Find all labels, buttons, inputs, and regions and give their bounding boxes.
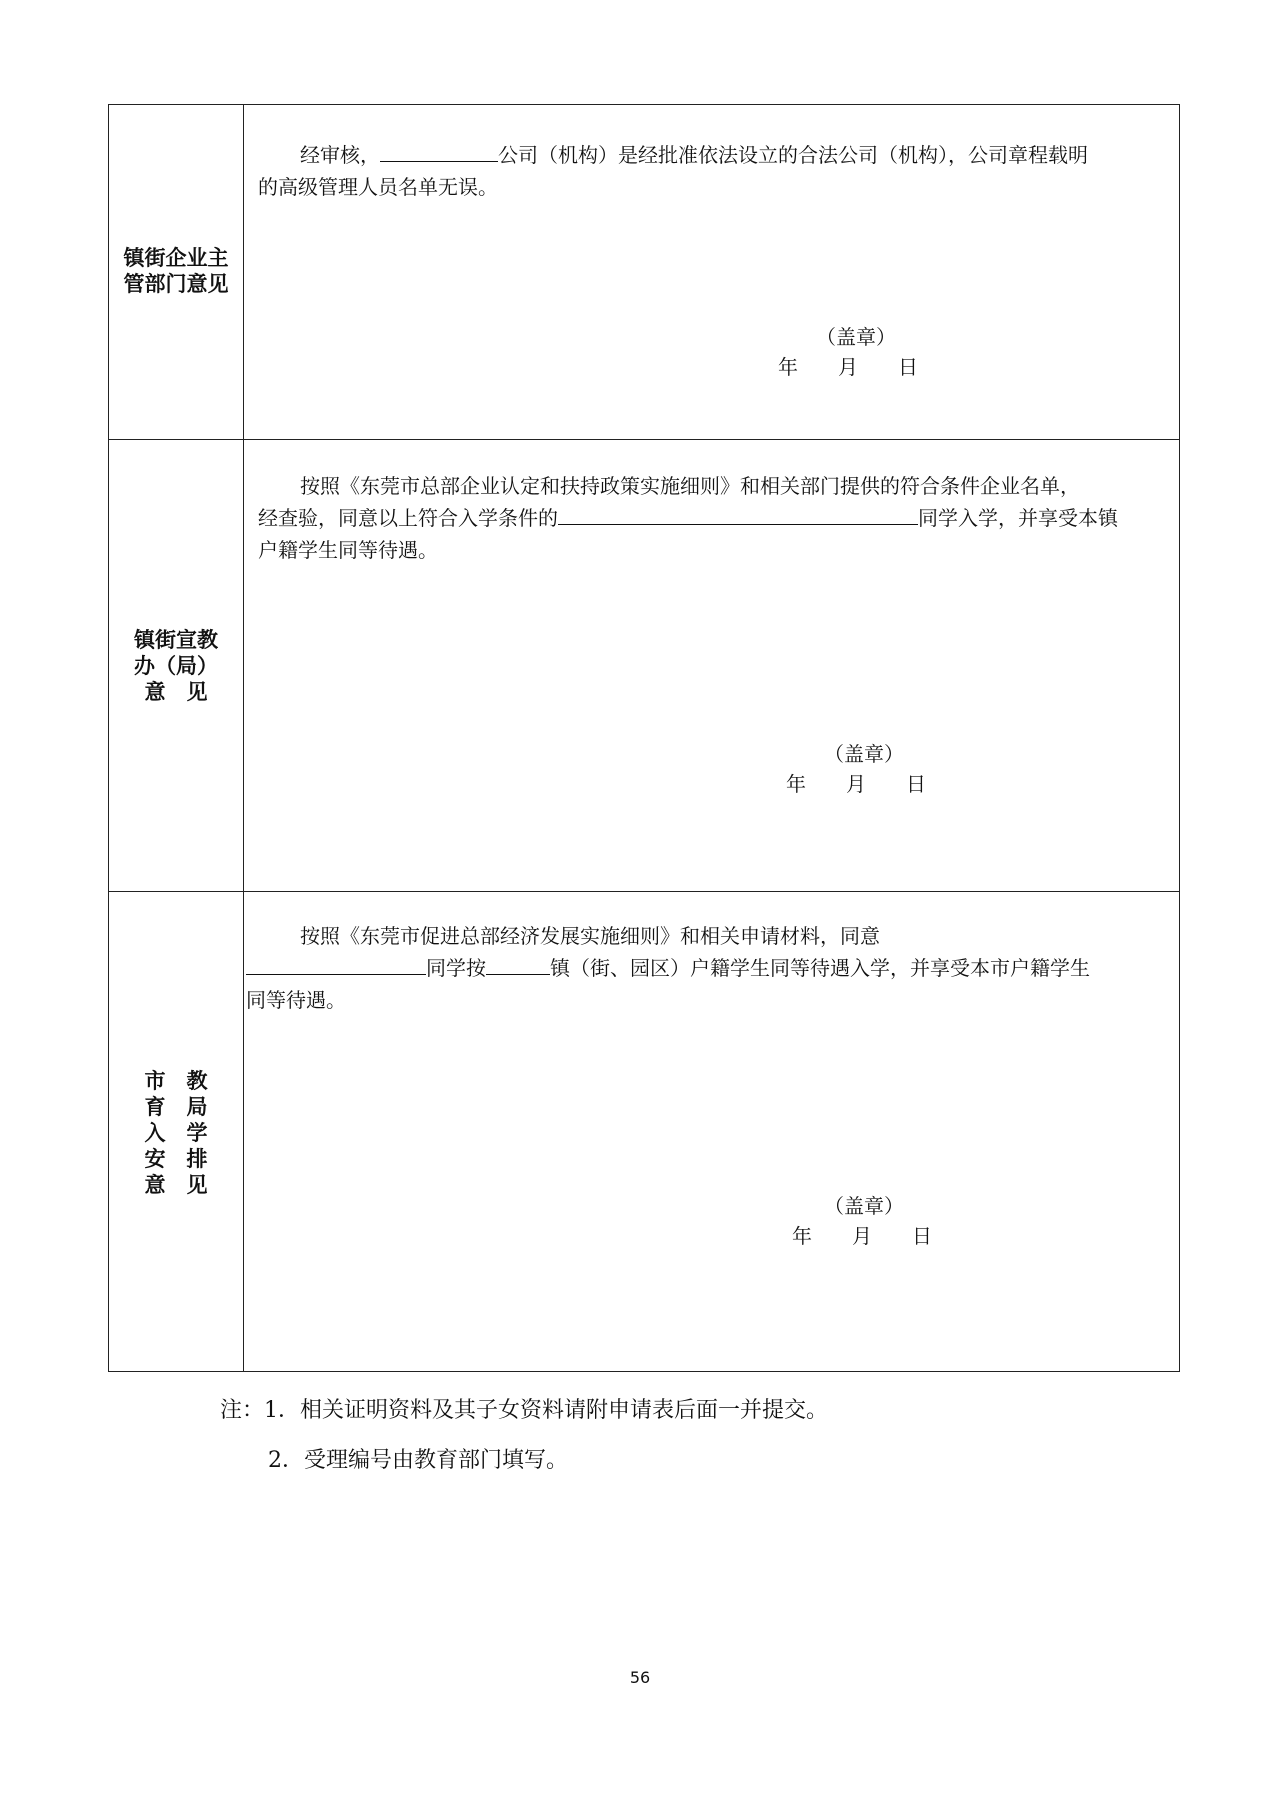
date-line <box>792 1220 932 1252</box>
date-year: 年 <box>786 772 806 796</box>
opinion-text: 经查验，同意以上符合入学条件的 <box>258 506 558 530</box>
note-line-1: 注：1．相关证明资料及其子女资料请附申请表后面一并提交。 <box>220 1398 828 1423</box>
date-month: 月 <box>846 772 866 796</box>
seal-label: （盖章） <box>824 742 904 766</box>
section-label-line: 镇街企业主 <box>123 246 229 270</box>
seal-label: （盖章） <box>824 1194 904 1218</box>
section-content <box>244 440 1179 892</box>
section-label-line: 意 见 <box>144 1173 208 1197</box>
section-education-office <box>109 439 1179 892</box>
seal-label: （盖章） <box>816 325 896 349</box>
opinion-line: 户籍学生同等待遇。 <box>258 538 438 562</box>
date-month: 月 <box>852 1224 872 1248</box>
section-content <box>244 892 1179 1372</box>
opinion-text: 同学入学，并享受本镇 <box>918 506 1118 530</box>
section-label-line: 办（局） <box>134 654 218 678</box>
opinion-text: 公司（机构）是经批准依法设立的合法公司（机构），公司章程载明 <box>498 143 1088 167</box>
section-label-line: 镇街宣教 <box>134 628 218 652</box>
student-name-blank[interactable] <box>558 504 918 525</box>
opinion-line: 按照《东莞市促进总部经济发展实施细则》和相关申请材料，同意 <box>300 924 880 948</box>
company-name-blank[interactable] <box>380 141 498 162</box>
approval-form-table <box>108 104 1180 1372</box>
opinion-line: 按照《东莞市总部企业认定和扶持政策实施细则》和相关部门提供的符合条件企业名单， <box>300 474 1080 498</box>
section-content <box>244 105 1179 439</box>
section-label-cell <box>109 892 244 1372</box>
section-enterprise-authority <box>109 105 1179 439</box>
section-label <box>109 1068 243 1198</box>
date-line <box>786 768 926 800</box>
section-label-line: 育 局 <box>144 1095 208 1119</box>
opinion-line <box>258 502 1118 534</box>
section-label-line: 市 教 <box>144 1069 208 1093</box>
opinion-text: 同学按 <box>426 956 486 980</box>
section-label-cell <box>109 105 244 439</box>
date-month: 月 <box>838 355 858 379</box>
section-label <box>109 245 243 297</box>
note-line-2: 2．受理编号由教育部门填写。 <box>268 1448 568 1473</box>
section-city-education-bureau <box>109 891 1179 1372</box>
opinion-text: 经审核， <box>300 143 380 167</box>
section-label-line: 管部门意见 <box>123 272 229 296</box>
date-line <box>778 351 918 383</box>
opinion-line <box>300 139 1088 171</box>
opinion-text: 镇（街、园区）户籍学生同等待遇入学，并享受本市户籍学生 <box>550 956 1090 980</box>
date-day: 日 <box>906 772 926 796</box>
opinion-line <box>246 952 1090 984</box>
date-day: 日 <box>898 355 918 379</box>
student-name-blank[interactable] <box>246 954 426 975</box>
date-year: 年 <box>792 1224 812 1248</box>
page-number: 56 <box>629 1668 651 1687</box>
section-label-line: 安 排 <box>144 1147 208 1171</box>
date-day: 日 <box>912 1224 932 1248</box>
opinion-line: 同等待遇。 <box>246 988 346 1012</box>
section-label <box>109 627 243 705</box>
opinion-line: 的高级管理人员名单无误。 <box>258 175 498 199</box>
section-label-cell <box>109 440 244 892</box>
section-label-line: 意 见 <box>144 680 208 704</box>
section-label-line: 入 学 <box>144 1121 208 1145</box>
date-year: 年 <box>778 355 798 379</box>
town-name-blank[interactable] <box>486 954 550 975</box>
